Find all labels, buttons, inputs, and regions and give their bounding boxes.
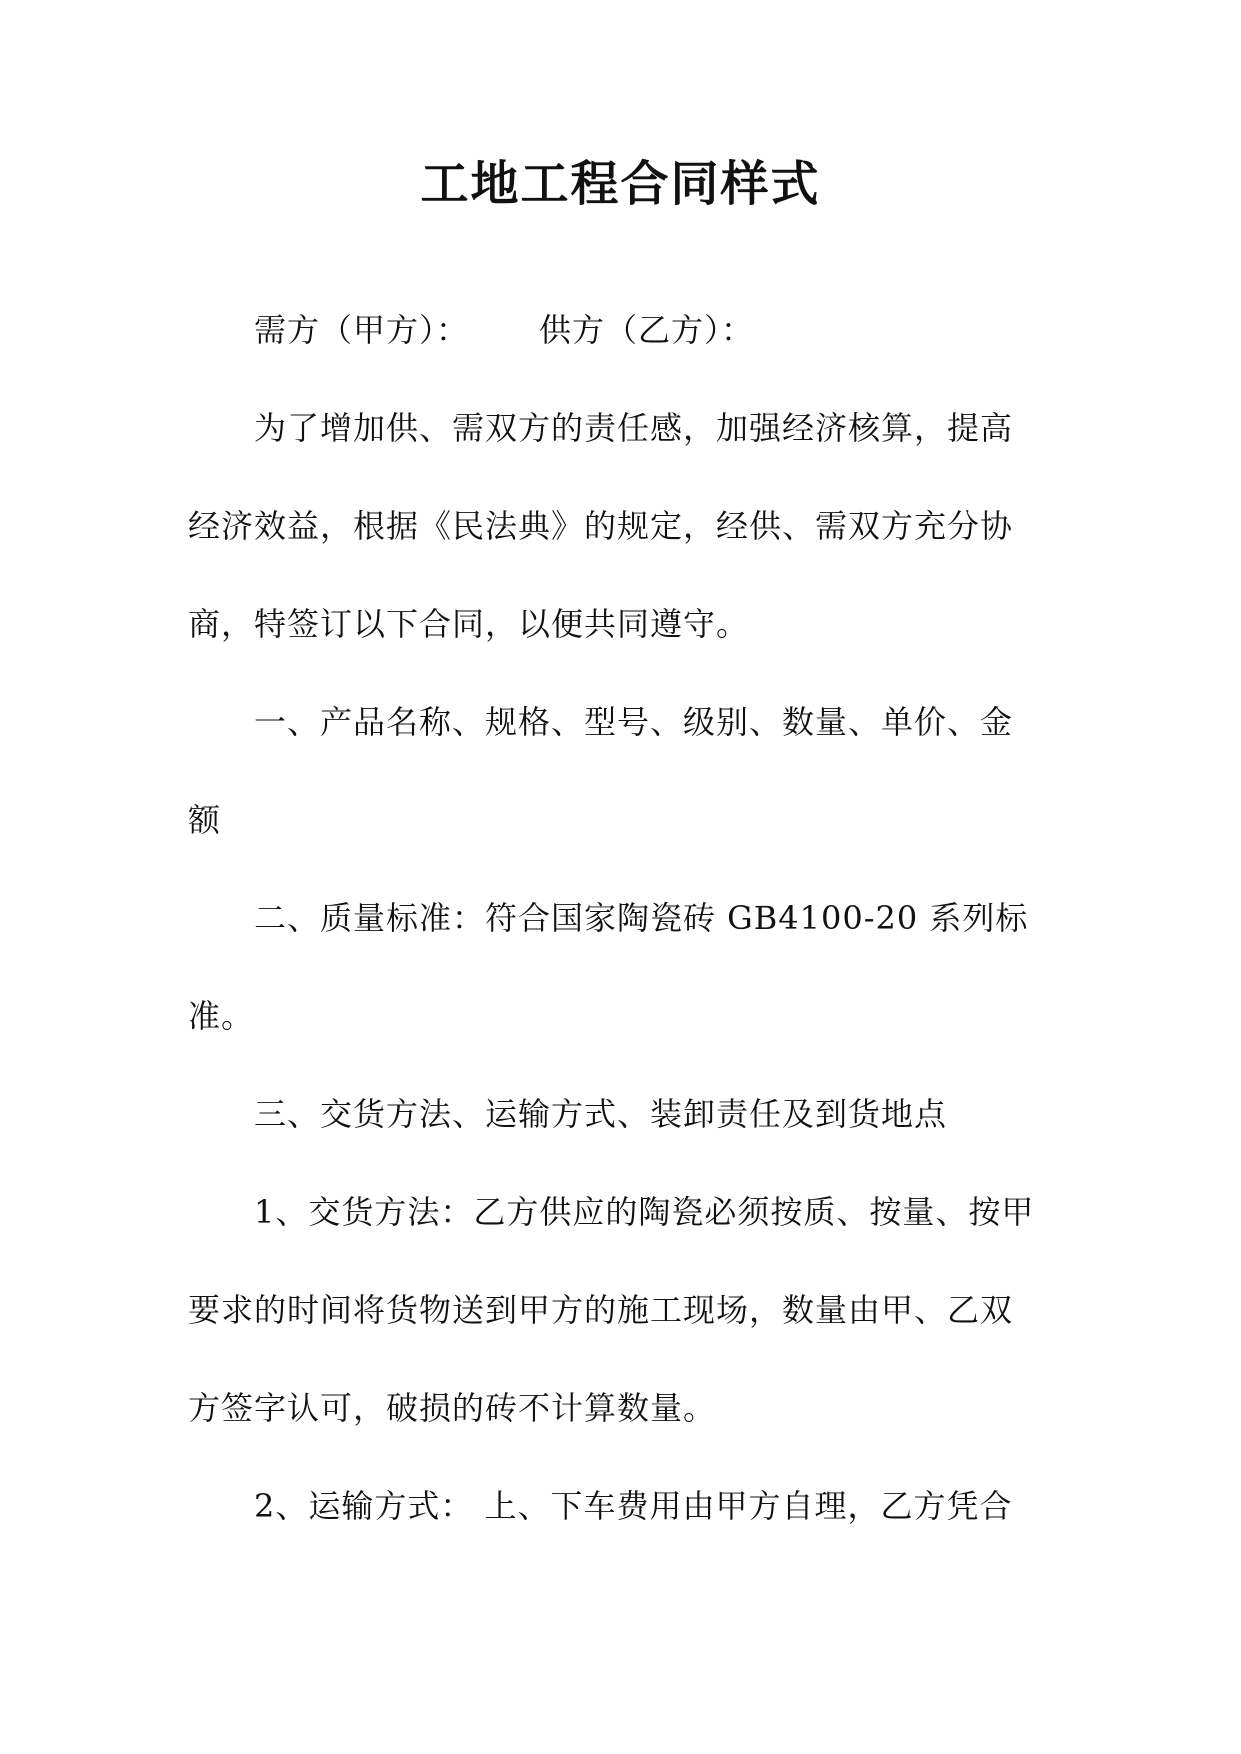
paragraph-line: 经济效益，根据《民法典》的规定，经供、需双方充分协 [188, 507, 1014, 545]
parties-line [254, 310, 754, 350]
paragraph-line: 商，特签订以下合同，以便共同遵守。 [188, 605, 750, 643]
buyer-label: 需方（甲方）： [254, 311, 470, 349]
section-heading: 三、交货方法、运输方式、装卸责任及到货地点 [254, 1095, 948, 1133]
paragraph-line: 方签字认可，破损的砖不计算数量。 [188, 1389, 717, 1427]
clause-line: 2、运输方式： 上、下车费用由甲方自理，乙方凭合 [254, 1487, 1013, 1525]
section-heading: 一、产品名称、规格、型号、级别、数量、单价、金 [254, 703, 1014, 741]
document-title: 工地工程合同样式 [420, 156, 821, 212]
paragraph-line: 额 [188, 801, 222, 839]
section-heading: 二、质量标准：符合国家陶瓷砖 GB4100-20 系列标 [254, 899, 1029, 937]
paragraph-line: 要求的时间将货物送到甲方的施工现场，数量由甲、乙双 [188, 1291, 1014, 1329]
paragraph-line: 为了增加供、需双方的责任感，加强经济核算，提高 [254, 409, 1014, 447]
clause-line: 1、交货方法：乙方供应的陶瓷必须按质、按量、按甲 [254, 1193, 1035, 1231]
paragraph-line: 准。 [188, 997, 255, 1035]
supplier-label: 供方（乙方）： [539, 311, 755, 349]
